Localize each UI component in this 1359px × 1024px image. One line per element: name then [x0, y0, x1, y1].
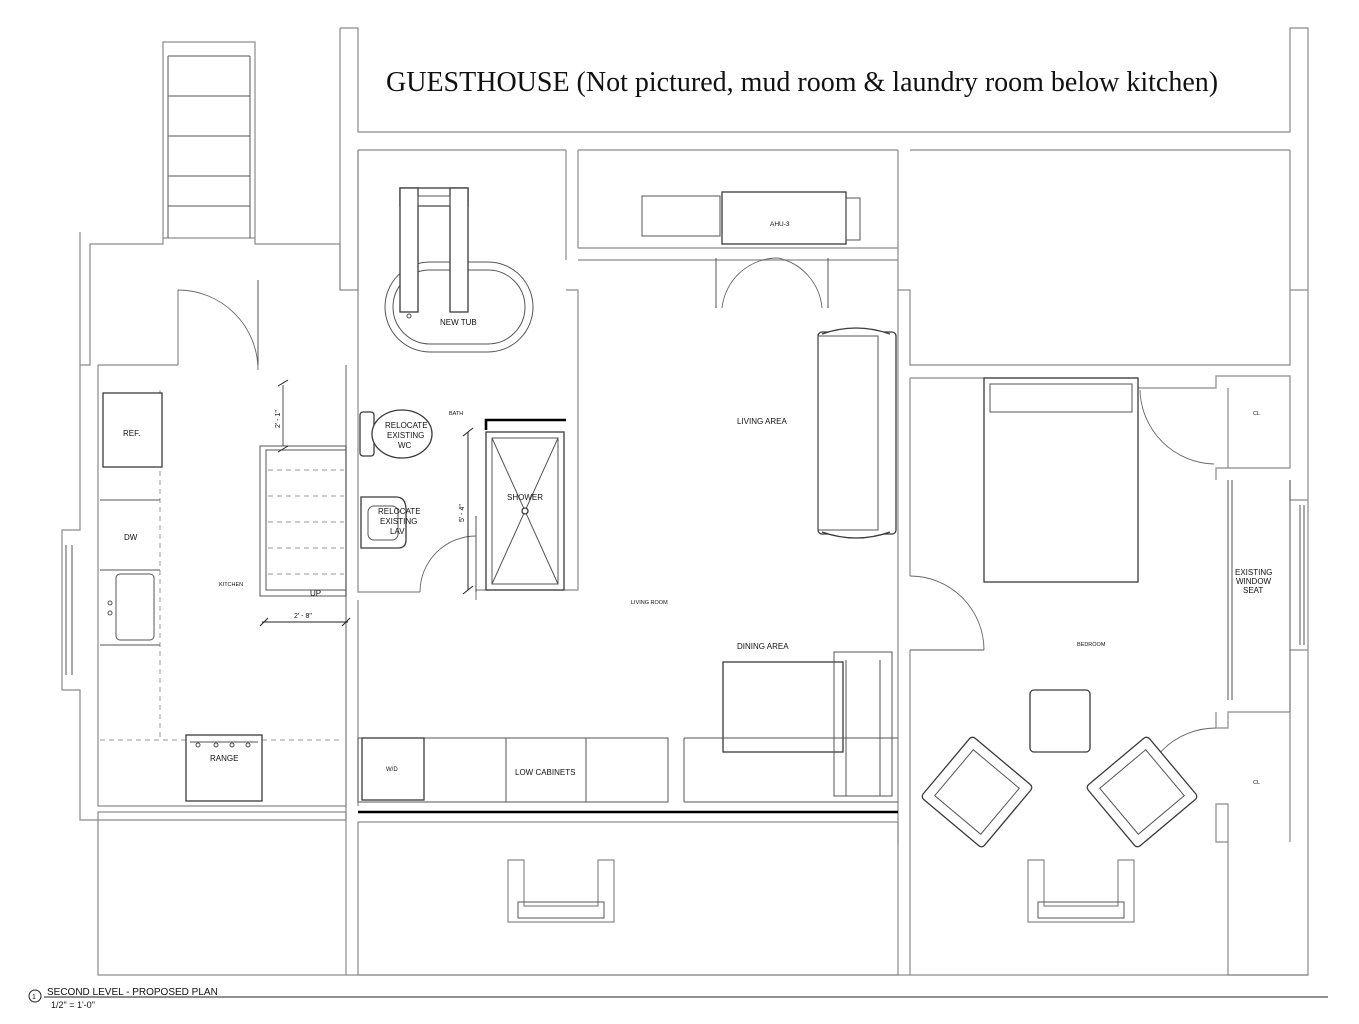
shower-length-dimension: 5' - 4": [459, 504, 466, 522]
new-tub-label: NEW TUB: [440, 318, 477, 327]
new-tub: [385, 188, 533, 352]
living-area-label: LIVING AREA: [737, 417, 787, 426]
plan-title: GUESTHOUSE (Not pictured, mud room & laundry room below kitchen): [386, 67, 1219, 98]
closet-label-1: CL: [1253, 411, 1261, 417]
wc-label-2: EXISTING: [387, 431, 425, 440]
window-seat-label-1: EXISTING: [1235, 568, 1273, 577]
range-label: RANGE: [210, 754, 239, 763]
shower: [486, 432, 564, 590]
stair-top-dimension: 2' - 1": [275, 410, 282, 428]
kitchen-label: KITCHEN: [219, 582, 244, 588]
lav-label-2: EXISTING: [380, 517, 418, 526]
lav-label-1: RELOCATE: [378, 507, 421, 516]
bed: [984, 378, 1138, 582]
ahu-label: AHU-3: [770, 221, 790, 228]
dining-area-label: DINING AREA: [737, 642, 789, 651]
living-room-label: LIVING ROOM: [631, 600, 668, 606]
armchair-right: [1086, 736, 1199, 849]
wc-label-3: WC: [398, 441, 412, 450]
exterior-stair: [163, 42, 255, 238]
dining-table: [723, 652, 892, 796]
closet-label-2: CL: [1253, 780, 1261, 786]
caption-number: 1: [32, 994, 36, 1001]
mechanical-room: [578, 192, 898, 260]
plan-caption: [29, 990, 1328, 1002]
ref-label: REF.: [123, 429, 141, 438]
dw-label: DW: [124, 533, 138, 542]
entry-landing: [80, 232, 340, 370]
window-seat-label-2: WINDOW: [1236, 577, 1272, 586]
low-cabinets-label: LOW CABINETS: [515, 768, 576, 777]
stair-width-dimension: 2' - 8": [294, 613, 312, 620]
wd-label: W/D: [386, 767, 398, 773]
armchair-left: [921, 736, 1034, 849]
window-seat-label-3: SEAT: [1243, 586, 1264, 595]
bath-label: BATH: [449, 411, 464, 417]
sofa: [818, 328, 896, 538]
caption-scale: 1/2" = 1'-0": [51, 1000, 95, 1010]
range: [186, 735, 262, 801]
stair-up-label: UP: [310, 589, 322, 598]
ottoman: [1030, 690, 1090, 752]
wc-label-1: RELOCATE: [385, 421, 428, 430]
bedroom-label: BEDROOM: [1077, 642, 1106, 648]
lav-label-3: LAV: [390, 527, 405, 536]
kitchen-sink: [108, 574, 154, 640]
stair-dimensions: [260, 380, 350, 626]
interior-stair: [260, 385, 346, 596]
caption-title: SECOND LEVEL - PROPOSED PLAN: [47, 987, 218, 998]
shower-label: SHOWER: [507, 493, 543, 502]
